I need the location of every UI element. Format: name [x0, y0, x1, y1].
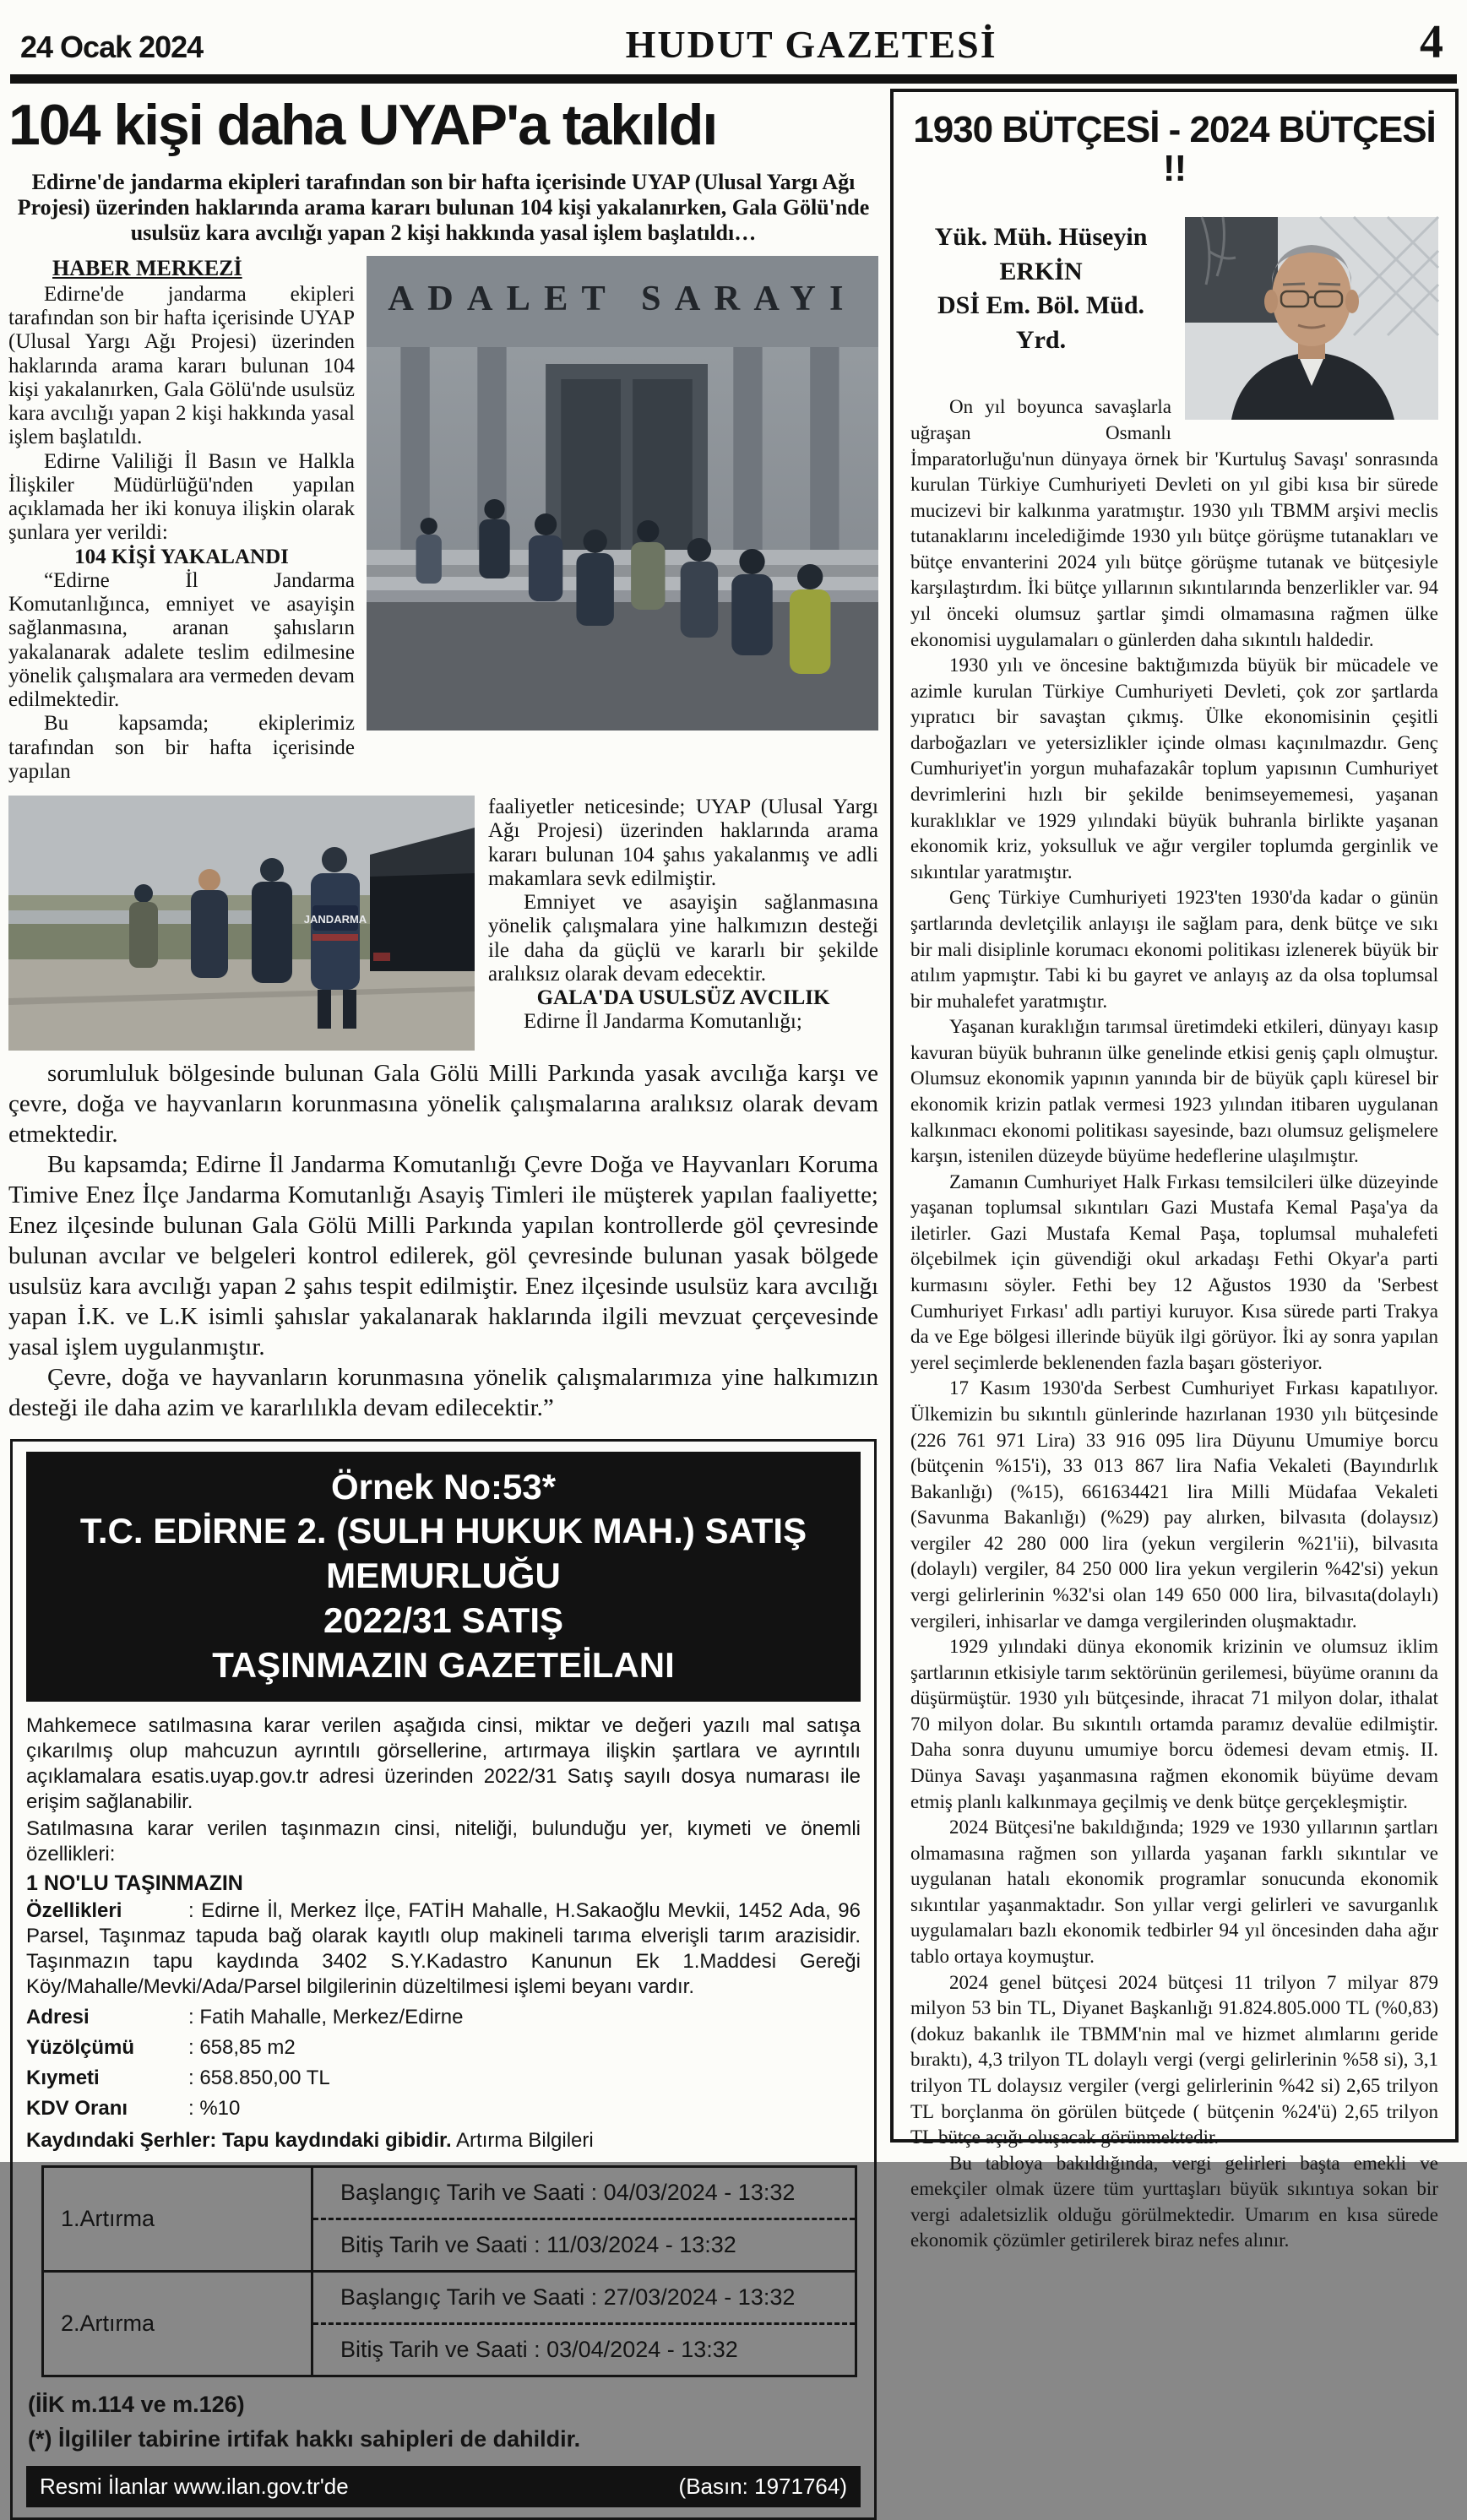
article-paragraph: “Edirne İl Jandarma Komutanlığınca, emniyet ve asayişin sağlanmasına, aranan şahısların yakalanarak adalete teslim edilmesine yönelik çalışmalara ara vermeden devam edilmektedir.	[8, 568, 355, 712]
notice-header	[26, 1452, 861, 1703]
notice-footnote: (İİK m.114 ve m.126)	[28, 2392, 245, 2418]
author-portrait-photo	[1185, 217, 1438, 420]
article-paragraph: faaliyetler neticesinde; UYAP (Ulusal Yargı Ağı Projesi) üzerinden haklarında arama kararı bulunan 104 şahıs yakalanmış ve adli makamlara sevk edilmiştir.	[488, 796, 878, 890]
spec-label: Kıymeti	[26, 2067, 100, 2090]
article-bottom-section	[8, 1059, 878, 1423]
notice-spec-ozellikleri	[26, 1898, 861, 2000]
author-name: Yük. Müh. Hüseyin ERKİN	[934, 223, 1148, 285]
opinion-paragraph: On yıl boyunca savaşlarla uğraşan Osmanlı İmparatorluğu'nun dünyaya örnek bir 'Kurtuluş Savaşı' sonrasında kurulan Türkiye Cumhuriyeti Devleti on yıl gibi kısa bir sürede mucizevi bir kalkınma yaratmıştır. 1930 yılı TBMM arşivi meclis tutanaklarını incelediğimde 1930 yılı bütçe görüşme tutanakları ve bütçe envanterini 2024 yılı bütçe görüşme tutanak ve bütçesiyle karşılaştırdım. İki bütçe yıllarının sıkıntılarında benzerlikler var. 94 yıl önceki olumsuz şartlar şimdi olmamasına rağmen ülke ekonomisi uygulamaları o günlerden daha sıkıntılı haldedir.	[910, 396, 1438, 650]
serhler-bold: Kaydındaki Şerhler: Tapu kaydındaki gibidir.	[26, 2129, 452, 2153]
lead-summary: Edirne'de jandarma ekipleri tarafından son bir hafta içerisinde UYAP (Ulusal Yargı Ağı Projesi) üzerinden haklarında arama kararı bulunan 104 kişi yakalanırken, Gala Gölü'nde usulsüz kara avcılığı yapan 2 kişi hakkında yasal işlem başlatıldı…	[17, 170, 870, 246]
opinion-column	[890, 89, 1459, 2251]
spec-value: : 658.850,00 TL	[188, 2067, 330, 2090]
spec-value: : Fatih Mahalle, Merkez/Edirne	[188, 2006, 464, 2029]
opinion-paragraph: 17 Kasım 1930'da Serbest Cumhuriyet Fırkası kapatılıyor. Ülkemizin bu sıkıntılı günlerinde hazırlanan 1930 yılı bütçesinde (226 761 971 Lira) 33 916 095 lira Düyunu Umumiye borcu (bütçenin %15'i), 33 013 867 lira Nafia Vekaleti (Bayındırlık Bakanlığı) (%15), 661634421 lira Milli Müdafaa Vekaleti (Savunma Bakanlığı) (%29) pay alırken, bilvasıta (dolaysız) vergiler 42 280 000 lira (yekun vergilerin %21'ii), bilvasıta (dolaylı) vergiler, 84 250 000 lira yekun vergilerin %42'si) yekun vergi gelirlerinin %32'si olan 149 650 000 lira, bilvasıta(dolaylı) vergileri, inhisarlar ve damga vergilerinden oluşmaktadır.	[910, 1377, 1438, 1632]
article-mid-section	[8, 796, 878, 1051]
opinion-paragraph: 2024 genel bütçesi 2024 bütçesi 11 trilyon 7 milyar 879 milyon 53 bin TL, Diyanet Başkanlığı 91.824.805.000 TL (%0,83) (dokuz bakanlık ile TBMM'nin mal ve hizmet alımlarını geride bıraktı), 4,3 trilyon TL dolaylı vergi (vergi gelirlerinin %58 si), 3,1 trilyon TL dolaysız vergiler (vergi gelirlerinin %42 si) 2,65 trilyon TL borçlanma ön görülen bütçede ( bütçenin %24'ü) 2,65 trilyon TL bütçe açığı oluşacak görünmektedir.	[910, 1971, 1438, 2148]
opinion-paragraph: Zamanın Cumhuriyet Halk Fırkası temsilcileri ülke düzeyinde yaşanan toplumsal sıkıntıları Gazi Mustafa Kemal Paşa'ya da iletirler. Gazi Mustafa Kemal Paşa, toplumsal muhalefeti ölçebilmek için güvendiği okul arkadaşı Fethi Okyar'a parti kurmasını söyler. Fethi bey 12 Ağustos 1930 da 'Serbest Cumhuriyet Fırkası' adlı partiyi kuruyor. Kısa sürede parti Trakya da ve Ege bölgesi illerinde büyük ilgi görüyor. İki ay sonra yapılan yerel seçimlerde beklenenden fazla başarı gösteriyor.	[910, 1170, 1438, 1373]
opinion-paragraph: Bu tabloya bakıldığında, vergi gelirleri başta emekli ve emekçiler olmak üzere tüm yurttaşları büyük sıkıntıya sokan bir vergi adaletsizlik olduğu görülmektedir. Umarım en kısa sürede ekonomik çözümler getirilerek biraz nefes alınır.	[910, 2152, 1438, 2251]
spec-label: Adresi	[26, 2006, 90, 2029]
spec-value: : %10	[188, 2097, 241, 2121]
article-top-section	[8, 256, 878, 784]
article-subhead: 104 KİŞİ YAKALANDI	[74, 545, 289, 568]
opinion-paragraph: 1929 yılındaki dünya ekonomik krizinin ve olumsuz iklim şartlarının etkisiyle tarım sektörünün gerilemesi, büyüme oranını da düşürmüştür. 1930 yılı bütçesinde, ihracat 71 milyon dolar, ithalat 70 milyon dolar. Bu sıkıntılı ortamda paramız devalüe edilmiştir. Daha sonra duyunu umumiye borcu ödemesi devam etmiş. II. Dünya Savaşı yaşanmasına rağmen ekonomik büyüme devam etmiş planlı kalkınmaya geçilmiş ve denk bütçe gerçekleşmiştir.	[910, 1636, 1438, 1812]
notice-body	[26, 1713, 861, 2153]
article-text-beside-photo	[488, 796, 878, 1051]
opinion-paragraph: Genç Türkiye Cumhuriyeti 1923'ten 1930'da kadar o günün şartlarında devletçilik anlayışı ile sağlam para, denk bütçe ve sıkı bir mali disiplinle korumacı ekonomi politikası izlenerek büyük bir atılım yapmıştır. Tabi ki bu gayret ve anlayış az da olsa toplumsal bir muhalefet yaratmıştır.	[910, 887, 1438, 1012]
spec-label: Yüzölçümü	[26, 2036, 135, 2060]
auction-row-label: 2.Artırma	[44, 2273, 313, 2375]
article-paragraph: Emniyet ve asayişin sağlanmasına yönelik çalışmalara yine halkımızın desteği ile daha da güçlü ve kararlı bir şekilde aralıksız olarak devam edecektir.	[488, 891, 878, 986]
opinion-body	[910, 394, 1438, 2254]
newspaper-title: HUDUT GAZETESİ	[625, 23, 997, 66]
auction-table	[41, 2165, 857, 2377]
auction-end-date: Bitiş Tarih ve Saati : 03/04/2024 - 13:32	[340, 2337, 738, 2363]
article-paragraph: Bu kapsamda; Edirne İl Jandarma Komutanlığı Çevre Doğa ve Hayvanları Koruma Timive Enez İlçe Jandarma Komutanlığı Asayiş Timleri ile müşterek yapılan faaliyette; Enez ilçesinde bulunan Gala Gölü Milli Parkında yapılan kontrollerde göl çevresinde bulunan avcılar ve belgeleri kontrol edilerek, göl çevresinde bulunan yasak bölgede usulsüz kara avcılığı yapan 2 şahıs tespit edilmiştir. Enez ilçesinde usulsüz kara avcılığı yapan İ.K. ve L.K isimli şahıslar yakalanarak haklarında ilgili mevzuat çerçevesinde yasal işlem uygulanmıştır.	[8, 1150, 878, 1360]
jandarma-vest-text: JANDARMA	[303, 913, 367, 926]
notice-header-line: Örnek No:53*	[330, 1466, 557, 1507]
notice-header-line: 2022/31 SATIŞ	[323, 1600, 564, 1641]
legal-notice-box	[10, 1439, 877, 2520]
notice-footer-bar	[26, 2466, 861, 2507]
auction-start-date: Başlangıç Tarih ve Saati : 27/03/2024 - 13:32	[313, 2273, 855, 2325]
notice-paragraph: Mahkemece satılmasına karar verilen aşağıda cinsi, miktar ve değeri yazılı mal satışa çıkarılmış olup mahcuzun ayrıntılı görsellerine, artırmaya ilişkin şartlara ve ayrıntılı açıklamalara esatis.uyap.gov.tr adresi üzerinden 2022/31 Satış sayılı dosya numarası ile erişim sağlanabilir.	[26, 1714, 861, 1814]
masthead-rule	[10, 74, 1457, 84]
notice-paragraph: Satılmasına karar verilen taşınmazın cinsi, niteliği, bulunduğu yer, kıymeti ve önemli özellikleri:	[26, 1817, 861, 1866]
notice-header-line: T.C. EDİRNE 2. (SULH HUKUK MAH.) SATIŞ MEMURLUĞU	[79, 1511, 807, 1596]
notice-footnote: (*) İlgililer tabirine irtifak hakkı sahipleri de dahildir.	[28, 2425, 581, 2452]
serhler-rest: Artırma Bilgileri	[456, 2129, 594, 2153]
article-paragraph: Çevre, doğa ve hayvanların korunmasına yönelik çalışmalarımıza yine halkımızın desteği ile daha azim ve kararlılıkla devam edilecektir.”	[8, 1363, 878, 1421]
article-paragraph: sorumluluk bölgesinde bulunan Gala Gölü Milli Parkında yasak avcılığa karşı ve çevre, doğa ve hayvanların korunmasına yönelik çalışmalarına aralıksız olarak devam etmektedir.	[8, 1060, 878, 1148]
notice-spec-row	[26, 2096, 861, 2121]
official-ads-label: Resmi İlanlar www.ilan.gov.tr'de	[40, 2474, 349, 2500]
auction-row	[44, 2270, 855, 2375]
spec-label: Özellikleri	[26, 1899, 122, 1923]
auction-start-date: Başlangıç Tarih ve Saati : 04/03/2024 - 13:32	[313, 2168, 855, 2220]
opinion-headline: 1930 BÜTÇESİ - 2024 BÜTÇESİ !!	[913, 109, 1436, 190]
notice-header-line: TAŞINMAZIN GAZETEİLANI	[212, 1645, 675, 1686]
spec-value: : Edirne İl, Merkez İlçe, FATİH Mahalle, H.Sakaoğlu Mevkii, 1452 Ada, 96 Parsel, Taşınmaz tapuda bağ olarak kayıtlı olup makineli tarıma elverişli tarım arazisidir. Taşınmazın tapu kaydında 3402 S.Y.Kadastro Kanunun Ek 1.Maddesi Gereği Köy/Mahalle/Mevki/Ada/Parsel bilgilerinin düzeltilmesi işlemi beyanı vardır.	[26, 1899, 861, 1999]
notice-spec-row	[26, 2035, 861, 2061]
masthead	[0, 0, 1467, 73]
press-number: (Basın: 1971764)	[678, 2474, 847, 2500]
article-paragraph: Edirne Valiliği İl Basın ve Halkla İlişkiler Müdürlüğü'nden yapılan açıklamada her iki konuya ilişkin olarak şunlara yer verildi:	[8, 449, 355, 545]
page-content	[0, 84, 1467, 2520]
auction-row	[44, 2168, 855, 2270]
news-photo-lakeside	[8, 796, 475, 1051]
issue-date: 24 Ocak 2024	[20, 30, 204, 64]
author-title: DSİ Em. Böl. Müd. Yrd.	[937, 291, 1145, 354]
spec-value: : 658,85 m2	[188, 2036, 296, 2060]
opinion-paragraph: 2024 Bütçesi'ne bakıldığında; 1929 ve 1930 yıllarının şartları olmamasına rağmen son yıllarda yaşanan farklı sıkıntılar ve uygulanan hatalı ekonomik programlar sonucunda ekonomik sıkıntılar yaşanmaktadır. Son yıllar vergi gelirleri ve savurganlık uygulamaları bazlı ekonomik tedbirler 94 yıl öncesinden daha ağır tablo ortaya koymuştur.	[910, 1817, 1438, 1968]
article-paragraph: Edirne'de jandarma ekipleri tarafından son bir hafta içerisinde UYAP (Ulusal Yargı Ağı Projesi) üzerinden haklarında arama kararı bulunan 104 kişi yakalanırken, Gala Gölü'nde usulsüz kara avcılığı yapan 2 kişi hakkında yasal işlem başlatıldı.	[8, 282, 355, 449]
source-kicker: HABER MERKEZİ	[52, 256, 242, 281]
news-photo-courthouse	[367, 256, 878, 730]
spec-label: KDV Oranı	[26, 2097, 128, 2121]
auction-row-dates	[313, 2168, 855, 2270]
auction-row-dates	[313, 2273, 855, 2375]
auction-end-date: Bitiş Tarih ve Saati : 11/03/2024 - 13:32	[340, 2232, 736, 2258]
notice-serhler-line	[26, 2128, 861, 2153]
notice-spec-row	[26, 2005, 861, 2030]
article-paragraph: Edirne İl Jandarma Komutanlığı;	[524, 1010, 802, 1034]
opinion-paragraph: Yaşanan kuraklığın tarımsal üretimdeki etkileri, dünyayı kasıp kavuran büyük buhranın ülke genelinde etkisi geniş çaplı olmuştur. Olumsuz ekonomik yapının yanında bir de büyük çaplı küresel bir ekonomik krizin patlak vermesi 1923 yılından itibaren uygulanan kalkınmacı ekonomi politikası sayesinde, bazı olumsuz gelişmelere karşın, istenilen düzeyde büyüme hedeflerine ulaşılmıştır.	[910, 1016, 1438, 1167]
adalet-sarayi-sign-text: ADALET SARAYI	[388, 279, 857, 319]
article-subhead: GALA'DA USULSÜZ AVCILIK	[536, 986, 830, 1010]
notice-item-title: 1 NO'LU TAŞINMAZIN	[26, 1871, 243, 1896]
lead-headline: 104 kişi daha UYAP'a takıldı	[8, 93, 717, 157]
auction-row-label: 1.Artırma	[44, 2168, 313, 2270]
notice-spec-row	[26, 2066, 861, 2091]
article-paragraph: Bu kapsamda; ekiplerimiz tarafından son bir hafta içerisinde yapılan	[8, 712, 355, 783]
notice-footnotes	[28, 2387, 861, 2456]
opinion-paragraph: 1930 yılı ve öncesine baktığımızda büyük bir mücadele ve azimle kurulan Türkiye Cumhuriyeti Devleti, çok zor şartlarda yıpratıcı bir savaştan çıkmış. Ülke ekonomisinin çeşitli darboğazları ve yetersizlikler içinde olması kaçınılmazdır. Genç Cumhuriyet'in yorgun muhafazakâr toplum yapısının Cumhuriyet devrimlerini hızlı bir şekilde benimseyememesi, yaşanan kuraklıklar ve 1929 yılındaki büyük buhranla birlikte yaşanan ekonomik kriz, yoksulluk ve ağır vergiler toplumda gerginlik ve sıkıntılar yaratmıştır.	[910, 654, 1438, 883]
page-number: 4	[1420, 16, 1443, 68]
lead-article-column	[8, 89, 878, 2520]
article-text-column	[8, 256, 355, 784]
